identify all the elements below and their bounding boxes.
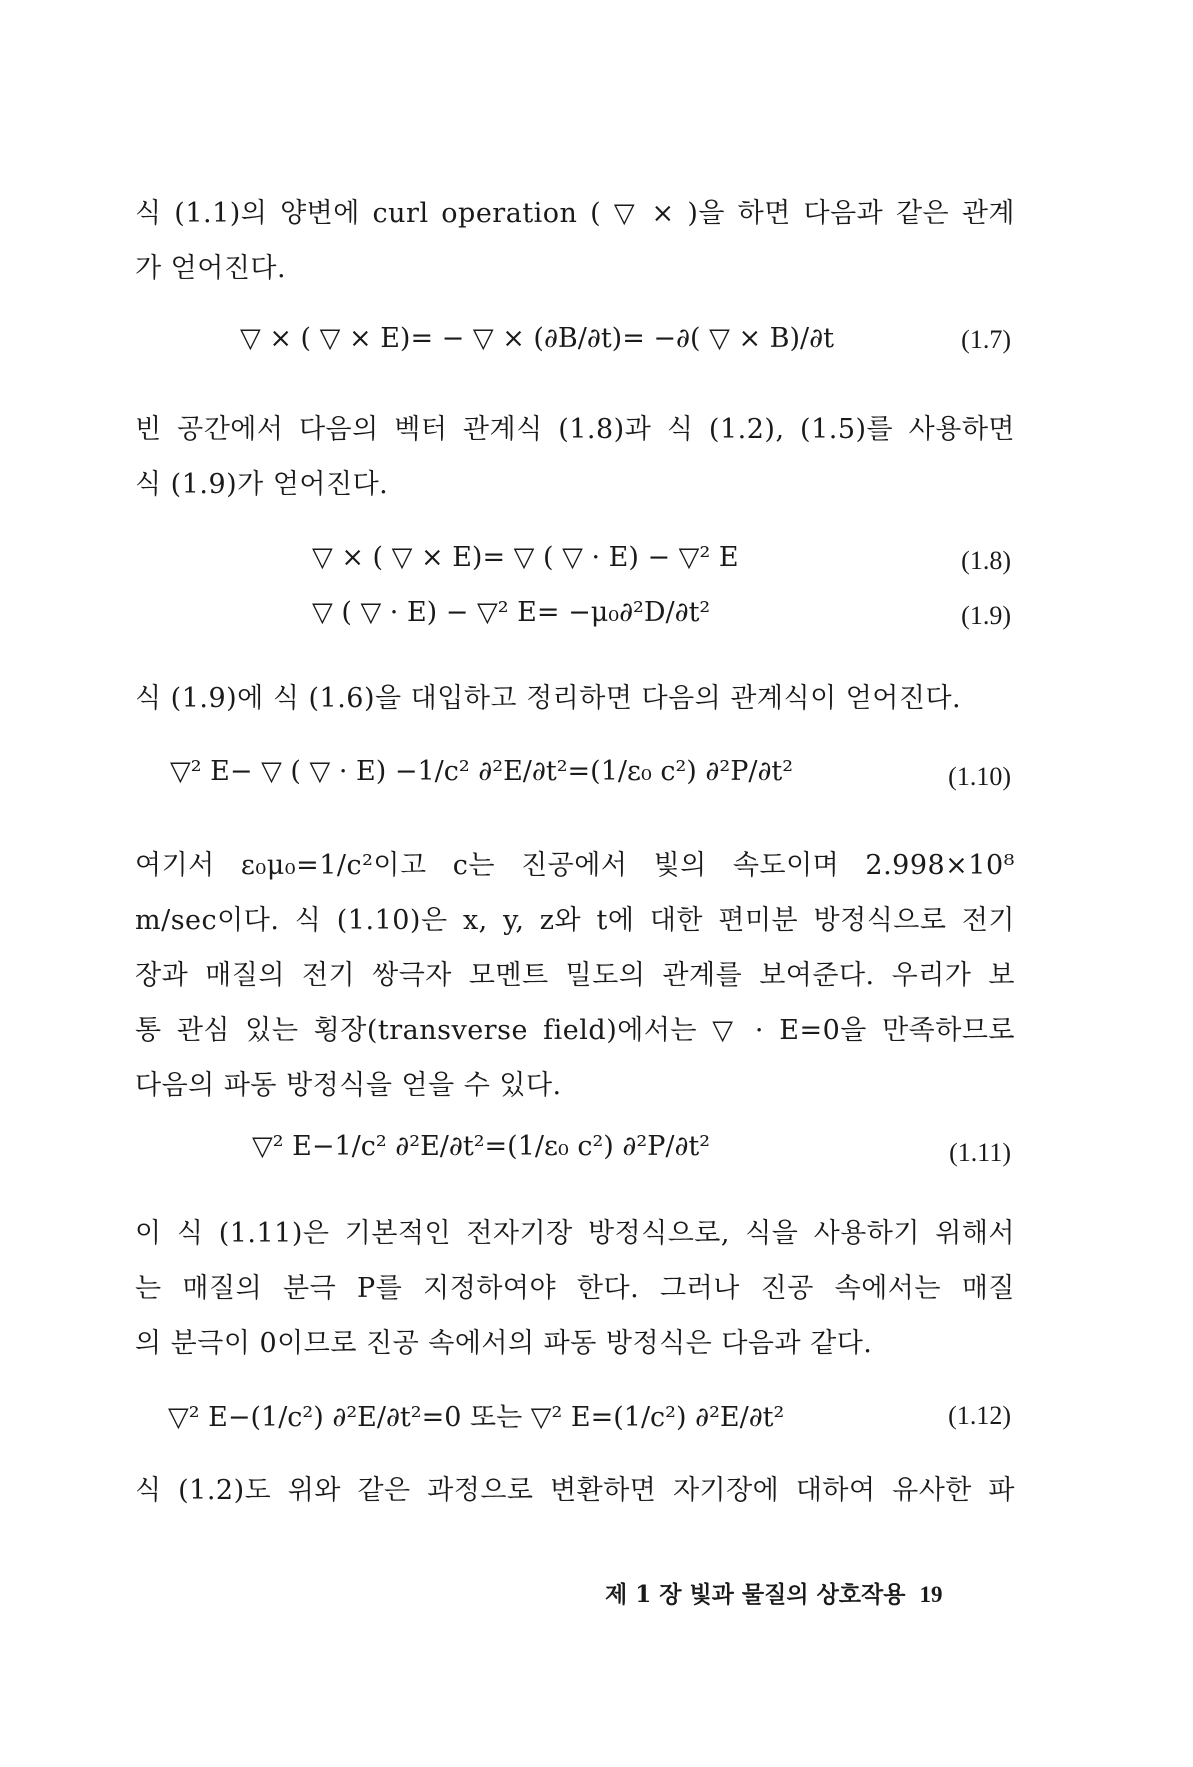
- text-line: 이 식 (1.11)은 기본적인 전자기장 방정식으로, 식을 사용하기 위해서: [135, 1218, 1015, 1249]
- paragraph-3: [135, 671, 1015, 726]
- text-line: m/sec이다. 식 (1.10)은 x, y, z와 t에 대한 편미분 방정식으로 전기: [135, 905, 1015, 936]
- page-footer: [605, 1576, 942, 1609]
- equation-number-1-9: (1.9): [961, 601, 1011, 630]
- equation-1-11: ▽² E−1/c² ∂²E/∂t²=(1/ε₀ c²) ∂²P/∂t²: [252, 1131, 711, 1162]
- paragraph-1: [135, 186, 1015, 296]
- text-line: 가 얻어진다.: [135, 253, 287, 284]
- equation-1-7: ▽ × ( ▽ × E)= − ▽ × (∂B/∂t)= −∂( ▽ × B)/∂t: [240, 323, 834, 354]
- text-line: 식 (1.1)의 양변에 curl operation ( ▽ × )을 하면 다음과 같은 관계: [135, 198, 1015, 229]
- page-number: 19: [919, 1582, 943, 1607]
- text-line: 식 (1.9)에 식 (1.6)을 대입하고 정리하면 다음의 관계식이 얻어진다.: [135, 683, 962, 714]
- equation-1-9: ▽ ( ▽ · E) − ▽² E= −μ₀∂²D/∂t²: [312, 597, 711, 628]
- equation-number-1-11: (1.11): [949, 1138, 1011, 1167]
- text-line: 여기서 ε₀μ₀=1/c²이고 c는 진공에서 빛의 속도이며 2.998×10⁸: [135, 850, 1015, 881]
- paragraph-5: [135, 1206, 1015, 1371]
- text-line: 식 (1.9)가 얻어진다.: [135, 469, 389, 500]
- paragraph-4: [135, 838, 1015, 1113]
- text-line: 식 (1.2)도 위와 같은 과정으로 변환하면 자기장에 대하여 유사한 파: [135, 1475, 1015, 1506]
- equation-number-1-8: (1.8): [961, 546, 1011, 575]
- paragraph-6: [135, 1463, 1015, 1518]
- equation-1-8: ▽ × ( ▽ × E)= ▽ ( ▽ · E) − ▽² E: [312, 542, 739, 573]
- paragraph-2: [135, 402, 1015, 512]
- text-line: 장과 매질의 전기 쌍극자 모멘트 밀도의 관계를 보여준다. 우리가 보: [135, 960, 1015, 991]
- text-line: 통 관심 있는 횡장(transverse field)에서는 ▽ · E=0을 만족하므로: [135, 1015, 1015, 1046]
- chapter-title: 제 1 장 빛과 물질의 상호작용: [605, 1581, 906, 1608]
- equation-number-1-12: (1.12): [948, 1401, 1011, 1430]
- equation-1-10: ▽² E− ▽ ( ▽ · E) −1/c² ∂²E/∂t²=(1/ε₀ c²) ∂²P/∂t²: [170, 756, 794, 787]
- equation-number-1-10: (1.10): [948, 762, 1011, 791]
- text-line: 의 분극이 0이므로 진공 속에서의 파동 방정식은 다음과 같다.: [135, 1328, 873, 1359]
- text-line: 다음의 파동 방정식을 얻을 수 있다.: [135, 1070, 562, 1101]
- text-line: 는 매질의 분극 P를 지정하여야 한다. 그러나 진공 속에서는 매질: [135, 1273, 1015, 1304]
- equation-number-1-7: (1.7): [961, 325, 1011, 354]
- text-line: 빈 공간에서 다음의 벡터 관계식 (1.8)과 식 (1.2), (1.5)를 사용하면: [135, 414, 1015, 445]
- equation-1-12: ▽² E−(1/c²) ∂²E/∂t²=0 또는 ▽² E=(1/c²) ∂²E/∂t²: [168, 1402, 785, 1433]
